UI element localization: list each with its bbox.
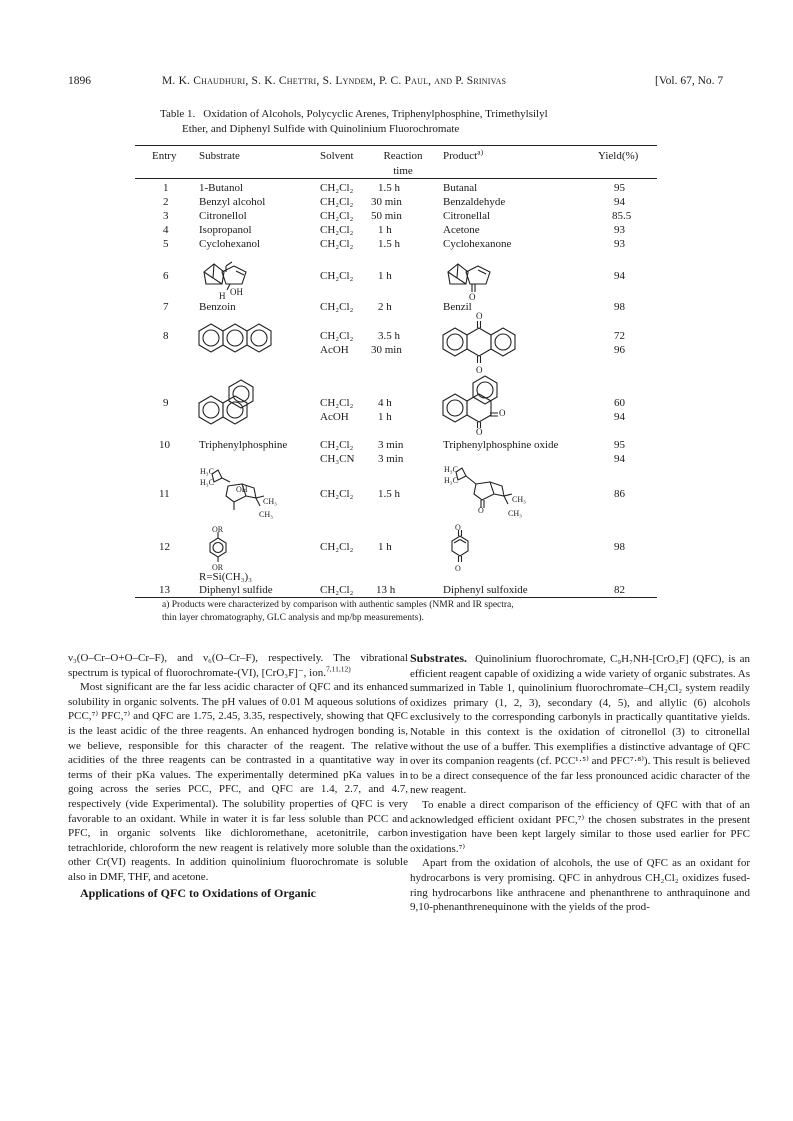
- row12-entry: 12: [159, 541, 170, 553]
- row12-product-structure: [448, 530, 472, 562]
- row8-product-o-bottom: O: [476, 365, 483, 375]
- right-paragraph-1: [410, 651, 750, 798]
- row7-entry: 7: [163, 301, 169, 313]
- row8-solvent: CH₂Cl₂: [320, 330, 354, 342]
- row13-entry: 13: [159, 584, 170, 596]
- row8-time-2: 30 min: [371, 344, 402, 356]
- row2-substrate: Benzyl alcohol: [199, 196, 266, 208]
- row12-time: 1 h: [378, 541, 392, 553]
- table-caption-line2: Ether, and Diphenyl Sulfide with Quinolinium Fluorochromate: [182, 123, 460, 135]
- row4-time: 1 h: [378, 224, 392, 236]
- row1-yield: 95: [614, 182, 625, 194]
- row11-product-o: O: [478, 506, 484, 515]
- row4-substrate: Isopropanol: [199, 224, 252, 236]
- row4-product: Acetone: [443, 224, 480, 236]
- row10-substrate: Triphenylphosphine: [199, 439, 288, 451]
- row13-time: 13 h: [376, 584, 396, 596]
- row5-solvent: CH₂Cl₂: [320, 238, 354, 250]
- row11-product-ch3-a: CH₃: [512, 495, 526, 504]
- row9-substrate-structure: [196, 378, 266, 426]
- left-paragraph-1: [68, 651, 408, 680]
- row2-time: 30 min: [371, 196, 402, 208]
- row9-time: 4 h: [378, 397, 392, 409]
- row2-solvent: CH₂Cl₂: [320, 196, 354, 208]
- row10-solvent: CH₂Cl₂: [320, 439, 354, 451]
- table-top-rule: [135, 145, 657, 146]
- row9-solvent-2: AcOH: [320, 411, 349, 423]
- row12-product-o-bottom: O: [455, 564, 461, 573]
- row12-solvent: CH₂Cl₂: [320, 541, 354, 553]
- running-head-volume: [Vol. 67, No. 7: [655, 75, 724, 87]
- row8-yield: 72: [614, 330, 625, 342]
- left-paragraph-2: Most significant are the far less acidic character of QFC and its enhanced solubility in organic solvents. The pH values of 0.01 M aqueous solutions of PCC,⁷⁾ PFC,⁷⁾ and QFC are 1.75, 2.45, 3.35, respectively, showing that QFC is the least acidic of the three reagents. An enhanced hydrogen bonding is, we believe, responsible for this character of the reagent. The relative acidities of the three reagents can be contrasted in a quantitative way in terms of their pKa values. The experimentally determined pKa values in going across the series PCC, PFC, and QFC are 1.4, 2.7, and 4.7, respectively (vide Experimental). The solubility properties of QFC is very favorable to an oxidant. While in water it is far less soluble than PCC and PFC, in organic solvents like dichloromethane, acetonitrile, carbon tetrachloride, chloroform the new reagent is relatively more soluble than the other Cr(VI) reagents. In addition quinolinium fluorochromate is soluble also in DMF, THF, and acetone.: [68, 681, 408, 883]
- row11-solvent: CH₂Cl₂: [320, 488, 354, 500]
- header-yield: Yield(%): [598, 150, 639, 162]
- row13-solvent: CH₂Cl₂: [320, 584, 354, 596]
- row13-substrate: Diphenyl sulfide: [199, 584, 273, 596]
- row9-entry: 9: [163, 397, 169, 409]
- left-column: [68, 651, 408, 900]
- row6-yield: 94: [614, 270, 625, 282]
- row5-yield: 93: [614, 238, 625, 250]
- row10-product: Triphenylphosphine oxide: [443, 439, 559, 451]
- page-number: 1896: [68, 75, 91, 87]
- row12-substrate-or-bottom: OR: [212, 563, 224, 572]
- row6-product-structure: [440, 250, 520, 302]
- row11-time: 1.5 h: [378, 488, 400, 500]
- row11-entry: 11: [159, 488, 170, 500]
- row2-entry: 2: [163, 196, 169, 208]
- left-paragraph-1-text: ν₃(O–Cr–O+O–Cr–F), and ν₆(O–Cr–F), respectively. The vibrational spectrum is typical of fluorochromate-(VI), [CrO₃F]⁻, ion.: [68, 652, 408, 679]
- row3-solvent: CH₂Cl₂: [320, 210, 354, 222]
- table-footnote-line1: a) Products were characterized by comparison with authentic samples (NMR and IR spectra,: [162, 600, 514, 610]
- row6-solvent: CH₂Cl₂: [320, 270, 354, 282]
- header-time-line1: Reaction: [383, 150, 423, 162]
- row11-product-h3c-1: H₃C: [444, 465, 458, 474]
- row13-product: Diphenyl sulfoxide: [443, 584, 528, 596]
- row11-substrate-ch3-a: CH₃: [263, 497, 277, 506]
- right-paragraph-3: Apart from the oxidation of alcohols, the use of QFC as an oxidant for hydrocarbons is very promising. QFC in anhydrous CH₂Cl₂ oxidizes fused-ring hydrocarbons like anthracene and phenanthrene to anthraquinone and 9,10-phenanthrenequinone with the yields of the prod-: [410, 857, 750, 914]
- header-entry: Entry: [152, 150, 177, 162]
- row8-substrate-structure: [196, 320, 286, 356]
- row12-yield: 98: [614, 541, 625, 553]
- table-footnote: [162, 599, 652, 625]
- row2-product: Benzaldehyde: [443, 196, 506, 208]
- row12-substrate-structure: [206, 532, 230, 562]
- table-header-rule: [135, 178, 657, 179]
- row8-product-o-top: O: [476, 311, 483, 321]
- header-product-footnote-mark: a): [477, 147, 484, 157]
- row3-yield: 85.5: [612, 210, 632, 222]
- row13-yield: 82: [614, 584, 625, 596]
- row7-substrate: Benzoin: [199, 301, 236, 313]
- section-heading-end: Substrates.: [410, 651, 468, 665]
- row7-time: 2 h: [378, 301, 392, 313]
- row9-yield-2: 94: [614, 411, 625, 423]
- row7-product: Benzil: [443, 301, 472, 313]
- row11-substrate-h3c-2: H₃C: [200, 478, 214, 487]
- row9-product-o-bottom: O: [476, 427, 483, 437]
- row5-time: 1.5 h: [378, 238, 400, 250]
- row10-time-2: 3 min: [378, 453, 404, 465]
- row8-solvent-2: AcOH: [320, 344, 349, 356]
- row11-substrate-ch3-b: CH₃: [259, 510, 273, 519]
- header-time: [378, 150, 428, 177]
- row3-entry: 3: [163, 210, 169, 222]
- row1-time: 1.5 h: [378, 182, 400, 194]
- running-head-authors: M. K. Chaudhuri, S. K. Chettri, S. Lyndem, P. C. Paul, and P. Srinivas: [162, 75, 507, 87]
- row12-substrate-r-def: R=Si(CH₃)₃: [199, 571, 252, 583]
- header-product-label: Product: [443, 150, 478, 162]
- row9-yield: 60: [614, 397, 625, 409]
- row9-time-2: 1 h: [378, 411, 392, 423]
- row1-solvent: CH₂Cl₂: [320, 182, 354, 194]
- row7-solvent: CH₂Cl₂: [320, 301, 354, 313]
- row4-solvent: CH₂Cl₂: [320, 224, 354, 236]
- section-heading-start: Applications of QFC to Oxidations of Organic: [80, 885, 317, 900]
- right-paragraph-2: To enable a direct comparison of the efficiency of QFC with that of an acknowledged efficient oxidant PFC,⁷⁾ the chosen substrates in the present investigation have been kept largely similar to those used earlier for PFC oxidations.⁷⁾: [410, 798, 750, 855]
- row4-entry: 4: [163, 224, 169, 236]
- row3-substrate: Citronellol: [199, 210, 247, 222]
- row1-substrate: 1-Butanol: [199, 182, 243, 194]
- row3-product: Citronellal: [443, 210, 491, 222]
- row11-yield: 86: [614, 488, 625, 500]
- right-column: [410, 651, 750, 915]
- header-product: [443, 147, 484, 162]
- row12-product-o-top: O: [455, 523, 461, 532]
- row1-entry: 1: [163, 182, 169, 194]
- row2-yield: 94: [614, 196, 625, 208]
- row1-product: Butanal: [443, 182, 478, 194]
- table-label: Table 1.: [160, 108, 196, 120]
- row12-substrate-or-top: OR: [212, 525, 224, 534]
- header-substrate: Substrate: [199, 150, 240, 162]
- left-paragraph-1-ref: 7,11,12): [326, 663, 351, 673]
- table-caption-line1: Oxidation of Alcohols, Polycyclic Arenes, Triphenylphosphine, Trimethylsilyl: [203, 108, 548, 120]
- row5-entry: 5: [163, 238, 169, 250]
- row11-substrate-h3c-1: H₃C: [200, 467, 214, 476]
- row10-entry: 10: [159, 439, 170, 451]
- row6-oh-label: OH: [230, 287, 243, 297]
- row10-time: 3 min: [378, 439, 404, 451]
- row8-time: 3.5 h: [378, 330, 400, 342]
- row9-product-o-side: O: [499, 408, 506, 418]
- row8-entry: 8: [163, 330, 169, 342]
- right-paragraph-1-text: Quinolinium fluorochromate, C₉H₇NH-[CrO₃F] (QFC), is an efficient reagent capable of oxidizing a wide variety of organic substrates. As summarized in Table 1, quinolinium fluorochromate–CH₂Cl₂ system readily oxidizes primary (1, 2, 3), secondary (4, 5), and allylic (6) alcohols exclusively to the corresponding carbonyls in practically quantitative yields. Notable in this context is the oxidation of citronellol (3) to citronellal without the use of a buffer. This exemplifies a distinctive advantage of QFC over its companion reagents (cf. PCC¹·⁵⁾ and PFC⁷·⁸⁾). This result is believed to be a direct consequence of the far less pronounced acidic character of the new reagent.: [410, 653, 751, 797]
- row11-substrate-oh: OH: [236, 485, 248, 494]
- row5-substrate: Cyclohexanol: [199, 238, 261, 250]
- row6-h-label: H: [219, 291, 226, 301]
- row9-solvent: CH₂Cl₂: [320, 397, 354, 409]
- row6-product-o-label: O: [469, 292, 476, 302]
- row11-product-ch3-b: CH₃: [508, 509, 522, 518]
- header-solvent: Solvent: [320, 150, 354, 162]
- header-time-line2: time: [393, 165, 413, 177]
- row3-time: 50 min: [371, 210, 402, 222]
- row10-yield-2: 94: [614, 453, 625, 465]
- row10-solvent-2: CH₃CN: [320, 453, 355, 465]
- table-footnote-line2: thin layer chromatography, GLC analysis and mp/bp measurements).: [162, 613, 424, 623]
- row6-time: 1 h: [378, 270, 392, 282]
- row7-yield: 98: [614, 301, 625, 313]
- row9-product-structure: [440, 372, 510, 432]
- row4-yield: 93: [614, 224, 625, 236]
- table-bottom-rule: [135, 597, 657, 598]
- row5-product: Cyclohexanone: [443, 238, 512, 250]
- row6-entry: 6: [163, 270, 169, 282]
- row10-yield: 95: [614, 439, 625, 451]
- row8-product-structure: [440, 312, 530, 372]
- row8-yield-2: 96: [614, 344, 625, 356]
- table-caption: [160, 107, 650, 137]
- row11-product-h3c-2: H₃C: [444, 476, 458, 485]
